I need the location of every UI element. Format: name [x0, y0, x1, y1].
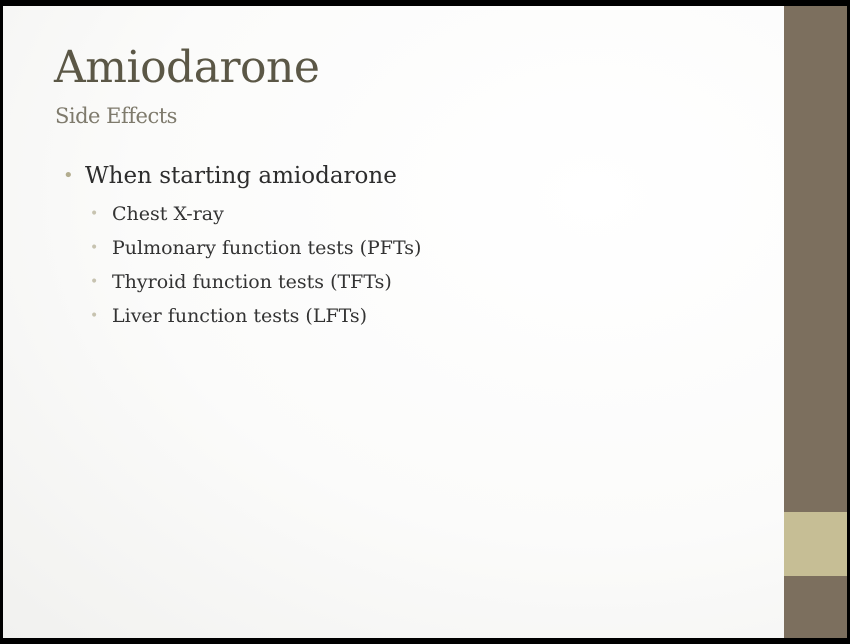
sub-bullet-text: Pulmonary function tests (PFTs) [112, 237, 422, 259]
slide-title: Amiodarone [54, 42, 320, 93]
bullet-dot-icon: • [63, 165, 74, 186]
side-decoration-accent [784, 512, 847, 576]
sub-bullet-item [85, 299, 421, 333]
bullet-item [63, 159, 421, 333]
bullet-text: When starting amiodarone [85, 163, 397, 189]
sub-bullet-item [85, 231, 421, 265]
bullet-list [63, 159, 421, 333]
sub-bullet-list [85, 197, 421, 333]
sub-bullet-text: Liver function tests (LFTs) [112, 305, 368, 327]
sub-bullet-item [85, 197, 421, 231]
sub-bullet-dot-icon: • [90, 308, 99, 324]
sub-bullet-dot-icon: • [90, 206, 99, 222]
sub-bullet-text: Chest X-ray [112, 203, 224, 225]
sub-bullet-dot-icon: • [90, 240, 99, 256]
sub-bullet-item [85, 265, 421, 299]
sub-bullet-dot-icon: • [90, 274, 99, 290]
slide-subtitle: Side Effects [55, 104, 177, 128]
slide [3, 6, 847, 638]
sub-bullet-text: Thyroid function tests (TFTs) [112, 271, 392, 293]
